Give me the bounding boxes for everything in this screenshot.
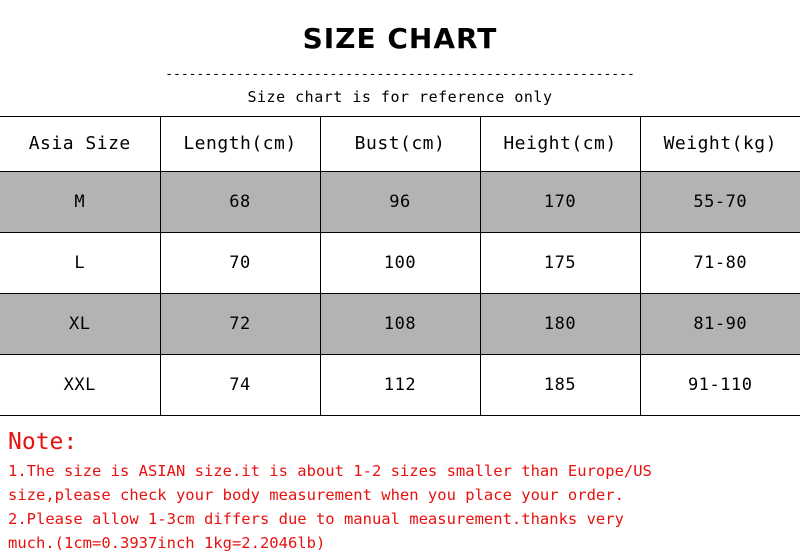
column-header-asia-size: Asia Size <box>0 116 160 171</box>
note-heading: Note: <box>8 428 78 455</box>
cell-height: 180 <box>480 293 640 354</box>
column-header-weight: Weight(kg) <box>640 116 800 171</box>
cell-length: 72 <box>160 293 320 354</box>
cell-height: 170 <box>480 171 640 232</box>
cell-bust: 96 <box>320 171 480 232</box>
table-row <box>0 354 800 415</box>
note-section <box>0 430 800 555</box>
cell-size: L <box>0 232 160 293</box>
table-row <box>0 232 800 293</box>
table-row <box>0 171 800 232</box>
table-header-row <box>0 116 800 171</box>
cell-weight: 55-70 <box>640 171 800 232</box>
cell-length: 74 <box>160 354 320 415</box>
note-line: size,please check your body measurement when you place your order. <box>8 486 624 505</box>
cell-size: M <box>0 171 160 232</box>
cell-weight: 91-110 <box>640 354 800 415</box>
page-title: SIZE CHART <box>302 22 498 55</box>
table-row <box>0 293 800 354</box>
cell-bust: 112 <box>320 354 480 415</box>
cell-bust: 100 <box>320 232 480 293</box>
note-line: much.(1cm=0.3937inch 1kg=2.2046lb) <box>8 534 326 553</box>
column-header-height: Height(cm) <box>480 116 640 171</box>
note-line: 1.The size is ASIAN size.it is about 1-2 sizes smaller than Europe/US <box>8 462 652 481</box>
cell-weight: 81-90 <box>640 293 800 354</box>
cell-bust: 108 <box>320 293 480 354</box>
cell-length: 70 <box>160 232 320 293</box>
cell-size: XXL <box>0 354 160 415</box>
cell-size: XL <box>0 293 160 354</box>
chart-subtitle: Size chart is for reference only <box>247 87 553 106</box>
cell-height: 185 <box>480 354 640 415</box>
cell-length: 68 <box>160 171 320 232</box>
size-chart-table <box>0 116 800 416</box>
cell-height: 175 <box>480 232 640 293</box>
column-header-length: Length(cm) <box>160 116 320 171</box>
note-line: 2.Please allow 1-3cm differs due to manual measurement.thanks very <box>8 510 624 529</box>
column-header-bust: Bust(cm) <box>320 116 480 171</box>
dashed-divider: ------------------------------------------------------------ <box>165 66 635 82</box>
cell-weight: 71-80 <box>640 232 800 293</box>
